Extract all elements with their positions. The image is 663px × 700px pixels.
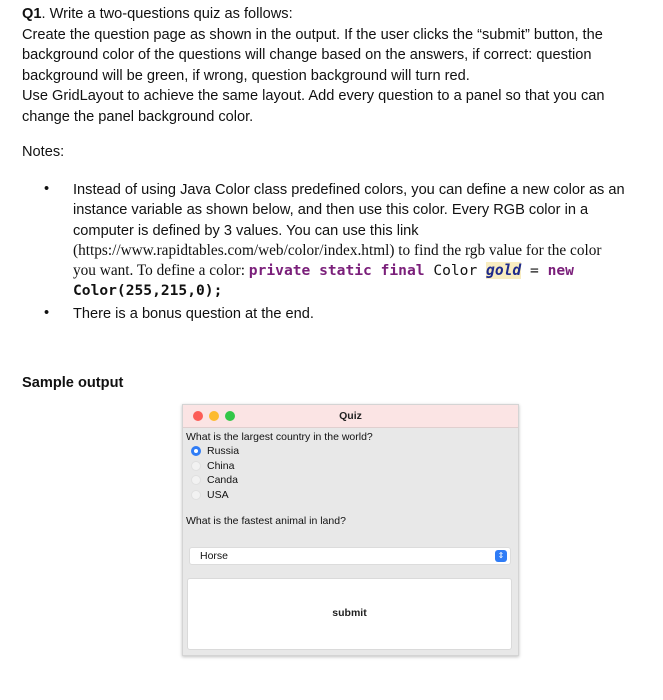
option-label: Russia <box>207 445 240 457</box>
bullet-dot: • <box>44 305 50 321</box>
option-label: USA <box>207 489 229 501</box>
question-1-label: What is the largest country in the world? <box>186 431 373 443</box>
notes-heading: Notes: <box>22 144 65 160</box>
code-equals: = <box>521 262 548 280</box>
bullet1-line5-text: you want. To define a color: <box>73 262 249 280</box>
question-line-1 <box>22 4 658 25</box>
question-number: Q1 <box>22 6 42 22</box>
bullet1-link-line: (https://www.rapidtables.com/web/color/index.html) to find the rgb value for the color <box>73 241 602 259</box>
code-keyword: private static final <box>248 262 425 280</box>
question-intro: . Write a two-questions quiz as follows: <box>41 6 293 22</box>
submit-label: submit <box>332 607 367 619</box>
radio-icon[interactable] <box>191 475 201 485</box>
assignment-text <box>22 4 658 127</box>
note-bullet-1 <box>73 180 658 302</box>
title-bar <box>183 405 518 428</box>
question-line-3: background color of the questions will change based on the answers, if correct: question <box>22 47 592 63</box>
bullet1-line2: instance variable as shown below, and then use this color. Every RGB color in a <box>73 202 589 219</box>
question-line-2: Create the question page as shown in the output. If the user clicks the “submit” button, the <box>22 26 603 43</box>
code-variable: gold <box>486 262 522 280</box>
code-new: new <box>547 262 574 280</box>
radio-selected-icon[interactable] <box>191 446 201 456</box>
code-line-2: Color(255,215,0); <box>73 282 223 300</box>
option-label: Canda <box>207 474 238 486</box>
radio-icon[interactable] <box>191 461 201 471</box>
radio-icon[interactable] <box>191 490 201 500</box>
option-label: China <box>207 460 235 472</box>
dropdown-value: Horse <box>200 550 229 562</box>
question-2-label: What is the fastest animal in land? <box>186 515 346 527</box>
note-bullet-2: There is a bonus question at the end. <box>73 306 314 322</box>
submit-button[interactable] <box>187 578 512 650</box>
window-title: Quiz <box>339 410 362 422</box>
code-type: Color <box>424 262 487 280</box>
bullet1-code-line <box>73 261 658 281</box>
question-line-5: Use GridLayout to achieve the same layout. Add every question to a panel so that you can <box>22 88 605 104</box>
bullet1-line1: Instead of using Java Color class predefined colors, you can define a new color as an <box>73 182 625 198</box>
sample-output-heading: Sample output <box>22 375 124 391</box>
animal-dropdown[interactable] <box>189 547 511 565</box>
question-line-4: background will be green, if wrong, question background will turn red. <box>22 67 470 84</box>
chevron-updown-icon[interactable]: ⇕ <box>495 550 507 562</box>
bullet-dot: • <box>44 181 50 197</box>
question-line-6: change the panel background color. <box>22 108 254 125</box>
bullet1-line3: computer is defined by 3 values. You can use this link <box>73 222 419 239</box>
quiz-window <box>182 404 519 656</box>
